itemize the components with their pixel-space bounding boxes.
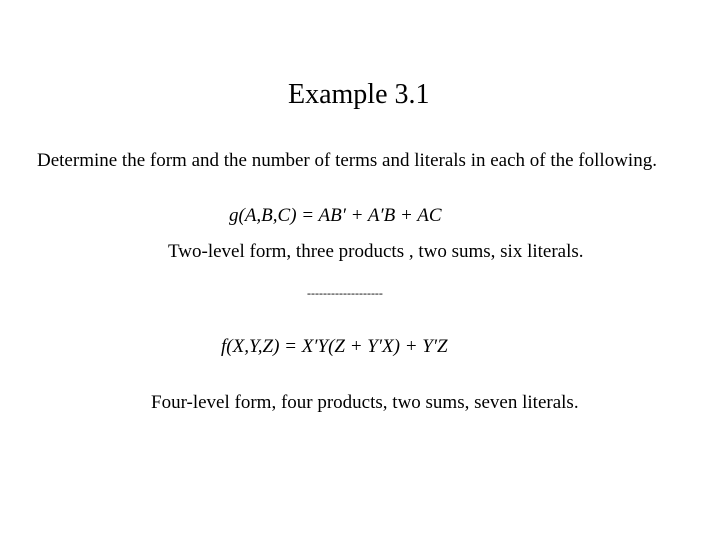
slide-title: Example 3.1 [288, 79, 430, 110]
expression-2: f(X,Y,Z) = X′Y(Z + Y′X) + Y′Z [221, 336, 448, 357]
separator: ------------------- [307, 286, 383, 300]
answer-1: Two-level form, three products , two sums, six literals. [168, 241, 584, 262]
instruction-text: Determine the form and the number of terms and literals in each of the following. [37, 150, 657, 171]
answer-2: Four-level form, four products, two sums, seven literals. [151, 392, 579, 413]
expression-1: g(A,B,C) = AB′ + A′B + AC [229, 205, 442, 226]
